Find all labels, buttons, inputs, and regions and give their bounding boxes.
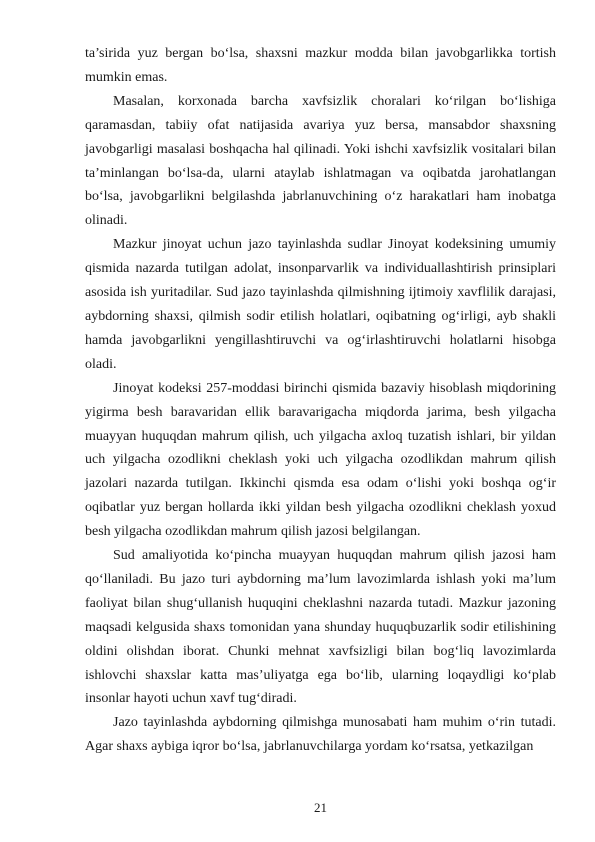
paragraph: Sud amaliyotida ko‘pincha muayyan huquqdan mahrum qilish jazosi ham qo‘llaniladi. Bu jazo turi aybdorning ma’lum lavozimlarda ishlash yoki ma’lum faoliyat bilan shug‘ullanish huquqini cheklashni nazarda tutadi. Mazkur jazoning maqsadi kelgusida shaxs tomonidan yana shunday huquqbuzarlik sodir etilishining oldini olishdan iborat. Chunki mehnat xavfsizligi bilan bog‘liq lavozimlarda ishlovchi shaxslar katta mas’uliyatga ega bo‘lib, ularning loqaydligi ko‘plab insonlar hayoti uchun xavf tug‘diradi. <box>85 548 556 707</box>
paragraph-continuation: ta’sirida yuz bergan bo‘lsa, shaxsni mazkur modda bilan javobgarlikka tortish mumkin emas. <box>85 46 556 85</box>
paragraph: Jinoyat kodeksi 257-moddasi birinchi qismida bazaviy hisoblash miqdorining yigirma besh baravaridan ellik baravarigacha miqdorda jarima, besh yilgacha muayyan huquqdan mahrum qilish, uch yilgacha axloq tuzatish ishlari, bir yildan uch yilgacha ozodlikni cheklash yoki uch yilgacha ozodlikdan mahrum qilish jazolari nazarda tutilgan. Ikkinchi qismda esa odam o‘lishi yoki boshqa og‘ir oqibatlar yuz bergan hollarda ikki yildan besh yilgacha ozodlikni cheklash yoxud besh yilgacha ozodlikdan mahrum qilish jazosi belgilangan. <box>85 380 556 540</box>
paragraph: Jazo tayinlashda aybdorning qilmishga munosabati ham muhim o‘rin tutadi. Agar shaxs aybiga iqror bo‘lsa, jabrlanuvchilarga yordam ko‘rsatsa, yetkazilgan <box>85 715 556 755</box>
paragraph: Mazkur jinoyat uchun jazo tayinlashda sudlar Jinoyat kodeksining umumiy qismida nazarda tutilgan adolat, insonparvarlik va individuallashtirish prinsiplari asosida ish yuritadilar. Sud jazo tayinlashda qilmishning ijtimoiy xavflilik darajasi, aybdorning shaxsi, qilmish sodir etilish holatlari, oqibatning og‘irligi, ayb shakli hamda javobgarlikni yengillashtiruvchi va og‘irlashtiruvchi holatlarni hisobga oladi. <box>85 237 556 372</box>
page-number: 21 <box>314 800 327 815</box>
paragraph: Masalan, korxonada barcha xavfsizlik choralari ko‘rilgan bo‘lishiga qaramasdan, tabiiy ofat natijasida avariya yuz bersa, mansabdor shaxsning javobgarligi masalasi boshqacha hal qilinadi. Yoki ishchi xavfsizlik vositalari bilan ta’minlangan bo‘lsa-da, ularni ataylab ishlatmagan va oqibatda jarohatlangan bo‘lsa, javobgarlikni belgilashda jabrlanuvchining o‘z harakatlari ham inobatga olinadi. <box>85 93 556 229</box>
document-page <box>85 42 556 759</box>
